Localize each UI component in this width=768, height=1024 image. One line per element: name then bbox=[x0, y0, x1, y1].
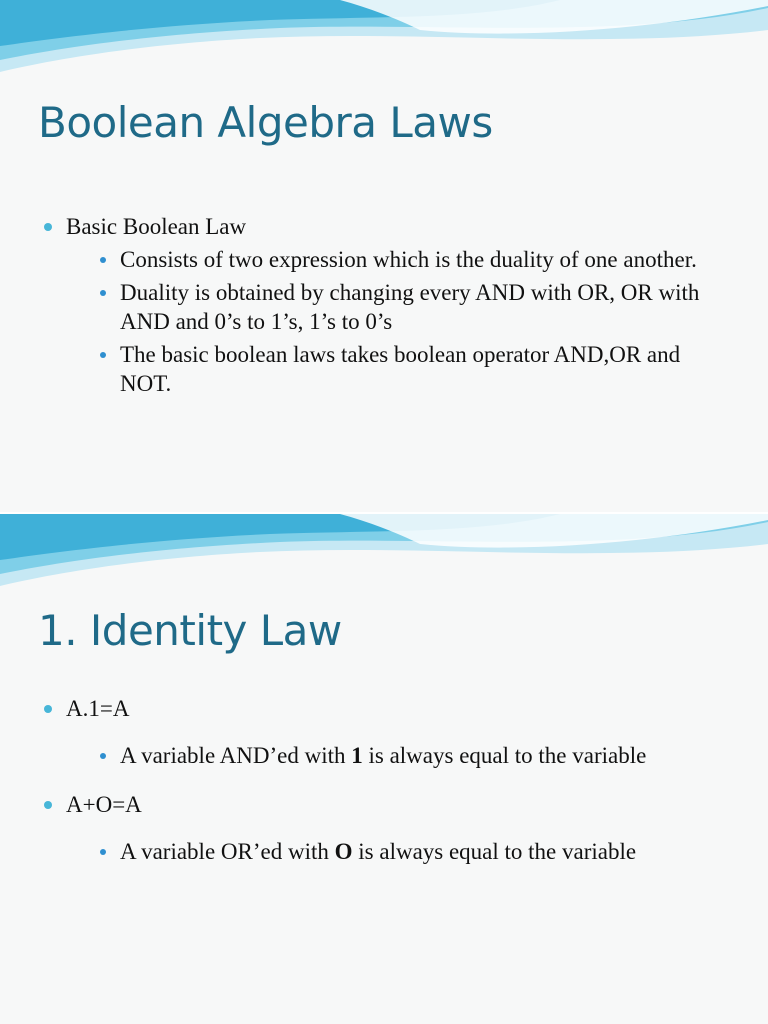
sub-bullet-dot-icon bbox=[100, 290, 106, 296]
sub-bullet-dot-icon bbox=[100, 849, 106, 855]
list-item bbox=[44, 694, 728, 770]
sub-text-before: A variable OR’ed with bbox=[120, 839, 335, 864]
sub-list bbox=[98, 837, 728, 866]
sub-text-bold: 1 bbox=[351, 743, 363, 768]
header-wave-decoration bbox=[0, 0, 768, 90]
bullet-dot-icon bbox=[44, 223, 52, 231]
list-item-text: A+O=A bbox=[66, 792, 142, 817]
sub-text-after: is always equal to the variable bbox=[362, 743, 647, 768]
sub-text-before: A variable AND’ed with bbox=[120, 743, 352, 768]
sub-list-item-text: Consists of two expression which is the duality of one another. bbox=[120, 247, 697, 272]
slide-content bbox=[44, 694, 728, 886]
list-item bbox=[44, 790, 728, 866]
list-item-text: A.1=A bbox=[66, 696, 130, 721]
list-item bbox=[44, 212, 728, 398]
sub-bullet-dot-icon bbox=[100, 753, 106, 759]
sub-bullet-dot-icon bbox=[100, 352, 106, 358]
sub-list bbox=[98, 245, 728, 398]
bullet-dot-icon bbox=[44, 705, 52, 713]
sub-list-item bbox=[98, 837, 728, 866]
sub-list-item bbox=[98, 340, 728, 398]
sub-list-item-text: Duality is obtained by changing every AND with OR, OR with AND and 0’s to 1’s, 1’s to 0’s bbox=[120, 280, 700, 334]
slide-content bbox=[44, 212, 728, 403]
sub-list-item bbox=[98, 245, 728, 274]
header-wave-decoration bbox=[0, 514, 768, 604]
bullet-list bbox=[44, 694, 728, 866]
list-item-text: Basic Boolean Law bbox=[66, 214, 247, 239]
sub-list bbox=[98, 741, 728, 770]
sub-bullet-dot-icon bbox=[100, 257, 106, 263]
sub-text-bold: O bbox=[334, 839, 353, 864]
sub-list-item-text: The basic boolean laws takes boolean operator AND,OR and NOT. bbox=[120, 342, 681, 396]
bullet-dot-icon bbox=[44, 801, 52, 809]
sub-text-after: is always equal to the variable bbox=[352, 839, 637, 864]
sub-list-item bbox=[98, 741, 728, 770]
slide-identity-law bbox=[0, 512, 768, 1024]
slide-title: Boolean Algebra Laws bbox=[38, 98, 493, 147]
slide-title: 1. Identity Law bbox=[38, 606, 342, 655]
bullet-list bbox=[44, 212, 728, 398]
sub-list-item bbox=[98, 278, 728, 336]
